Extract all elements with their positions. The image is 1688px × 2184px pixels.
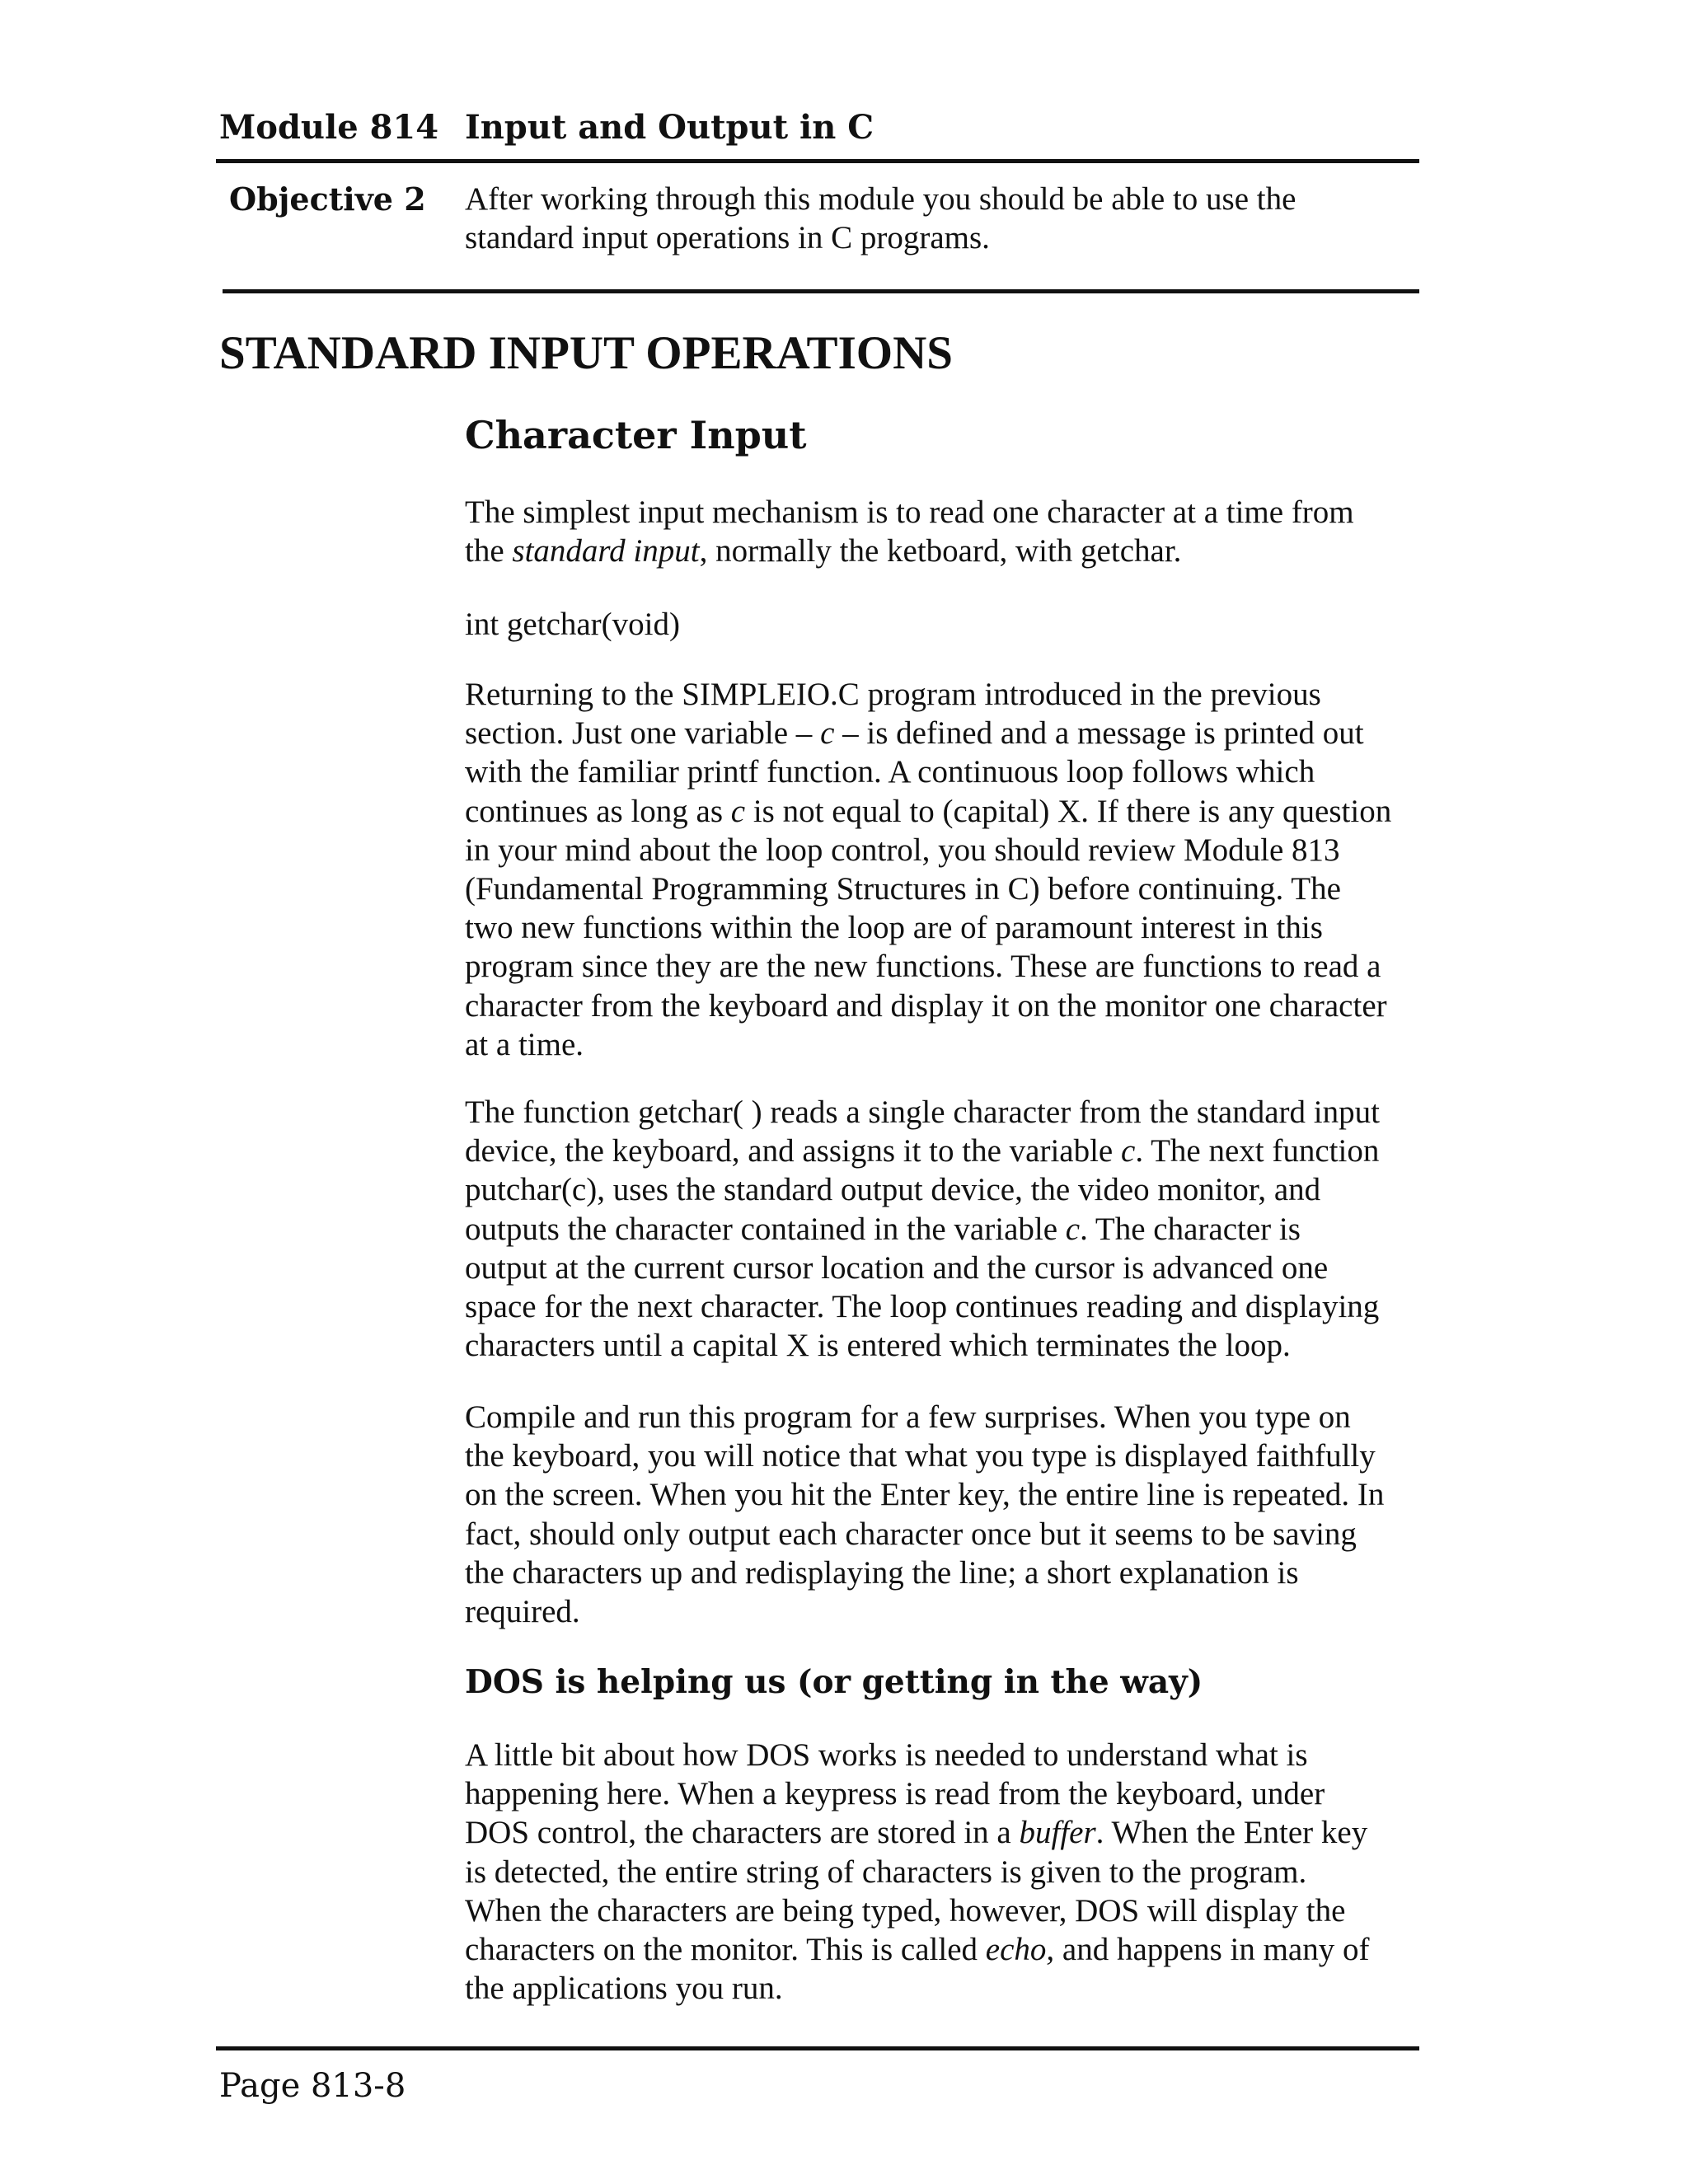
objective-line: After working through this module you should be able to use the	[465, 181, 1296, 217]
text-line: characters until a capital X is entered which terminates the loop.	[465, 1328, 1291, 1364]
text-line: characters on the monitor. This is called echo, and happens in many of	[465, 1932, 1370, 1968]
header-module-title: Input and Output in C	[465, 108, 874, 147]
text-line: The function getchar( ) reads a single character from the standard input	[465, 1094, 1380, 1130]
section-title: STANDARD INPUT OPERATIONS	[219, 327, 953, 379]
emphasis: echo,	[985, 1932, 1055, 1968]
paragraph-1	[465, 493, 1421, 570]
text-line: When the characters are being typed, however, DOS will display the	[465, 1892, 1346, 1929]
paragraph-3	[465, 1093, 1421, 1365]
text-line: section. Just one variable – c – is defined and a message is printed out	[465, 715, 1364, 752]
text-line: in your mind about the loop control, you should review Module 813	[465, 832, 1340, 868]
emphasis: c	[1121, 1133, 1136, 1169]
text-line: continues as long as c is not equal to (capital) X. If there is any question	[465, 793, 1392, 829]
text-line: Compile and run this program for a few surprises. When you type on	[465, 1399, 1351, 1435]
emphasis: c	[1065, 1211, 1081, 1247]
text-line: A little bit about how DOS works is needed to understand what is	[465, 1737, 1308, 1773]
text-line: Returning to the SIMPLEIO.C program introduced in the previous	[465, 677, 1321, 712]
subsection-2-title: DOS is helping us (or getting in the way)	[465, 1663, 1203, 1701]
text-line: happening here. When a keypress is read from the keyboard, under	[465, 1776, 1325, 1812]
text-line: DOS control, the characters are stored in a buffer. When the Enter key	[465, 1815, 1368, 1851]
footer-rule	[216, 2046, 1419, 2050]
paragraph-4	[465, 1398, 1421, 1631]
text-line: on the screen. When you hit the Enter key, the entire line is repeated. In	[465, 1477, 1385, 1513]
text-line: required.	[465, 1594, 580, 1630]
page-number: Page 813-8	[219, 2067, 406, 2105]
text-line: at a time.	[465, 1026, 584, 1062]
text-line: program since they are the new functions. These are functions to read a	[465, 949, 1381, 985]
subsection-title: Character Input	[465, 413, 807, 457]
paragraph-2	[465, 675, 1421, 1064]
emphasis: standard input	[512, 533, 700, 569]
emphasis: c	[730, 793, 746, 829]
text-line: the standard input, normally the ketboard, with getchar.	[465, 533, 1182, 569]
text-line: The simplest input mechanism is to read one character at a time from	[465, 494, 1354, 530]
objective-label: Objective 2	[229, 180, 426, 218]
text-line: the keyboard, you will notice that what you type is displayed faithfully	[465, 1438, 1376, 1474]
emphasis: buffer	[1019, 1815, 1096, 1851]
emphasis: c	[820, 715, 835, 752]
objective-text	[465, 180, 1413, 257]
text-line: putchar(c), uses the standard output device, the video monitor, and	[465, 1172, 1321, 1208]
text-line: int getchar(void)	[465, 607, 680, 642]
objective-line: standard input operations in C programs.	[465, 220, 990, 255]
text-line: outputs the character contained in the variable c. The character is	[465, 1211, 1301, 1247]
code-signature	[465, 605, 1421, 644]
text-line: space for the next character. The loop continues reading and displaying	[465, 1289, 1380, 1325]
text-line: device, the keyboard, and assigns it to the variable c. The next function	[465, 1133, 1380, 1169]
text-line: is detected, the entire string of characters is given to the program.	[465, 1854, 1307, 1890]
text-line: character from the keyboard and display it on the monitor one character	[465, 987, 1387, 1024]
text-line: the applications you run.	[465, 1971, 783, 2007]
objective-rule	[223, 289, 1419, 293]
header-rule	[216, 159, 1419, 163]
text-line: two new functions within the loop are of paramount interest in this	[465, 910, 1323, 946]
text-line: output at the current cursor location and the cursor is advanced one	[465, 1249, 1329, 1286]
text-line: fact, should only output each character once but it seems to be saving	[465, 1516, 1357, 1552]
paragraph-5	[465, 1736, 1421, 2008]
text-line: with the familiar printf function. A continuous loop follows which	[465, 754, 1315, 790]
text-line: (Fundamental Programming Structures in C) before continuing. The	[465, 871, 1341, 907]
text-line: the characters up and redisplaying the line; a short explanation is	[465, 1554, 1299, 1591]
header-module-number: Module 814	[219, 108, 439, 147]
